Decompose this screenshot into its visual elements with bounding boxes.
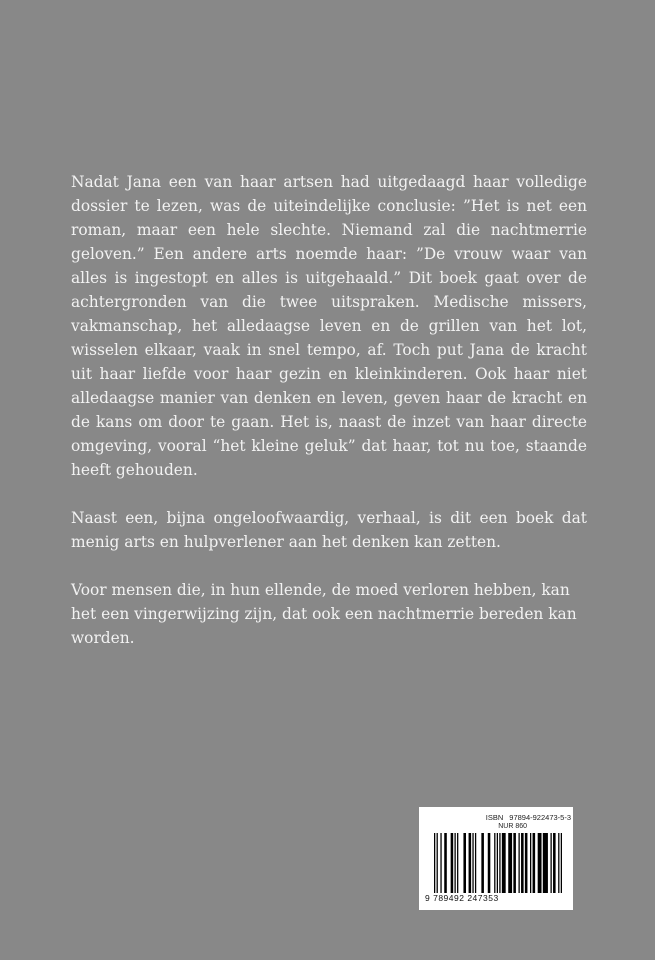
barcode-bar	[499, 833, 500, 893]
barcode-bar	[434, 833, 435, 893]
barcode-bar	[553, 833, 556, 893]
isbn-barcode-box	[419, 807, 573, 910]
barcode-bar	[454, 833, 455, 893]
blurb-paragraph-1: Nadat Jana een van haar artsen had uitgedaagd haar volledige dossier te lezen, was de uiteindelijke conclusie: ”Het is net een roman, maar een hele slechte. Niemand zal die nachtmerrie geloven.” Een andere arts noemde haar: ”De vrouw waar van alles is ingestopt en alles is uitgehaald.” Dit boek gaat over de achtergronden van die twee uitspraken. Medische missers, vakmanschap, het alledaagse leven en de grillen van het lot, wisselen elkaar, vaak in snel tempo, af. Toch put Jana de kracht uit haar liefde voor haar gezin en kleinkinderen. Ook haar niet alledaagse manier van denken en leven, geven haar de kracht en de kans om door te gaan. Het is, naast de inzet van haar directe omgeving, vooral “het kleine geluk” dat haar, tot nu toe, staande heeft gehouden.	[71, 173, 587, 479]
barcode-bar	[469, 833, 472, 893]
barcode-bar	[533, 833, 536, 893]
nur-code: NUR 860	[498, 823, 527, 830]
barcode-bar	[481, 833, 484, 893]
blurb-text	[71, 170, 587, 674]
blurb-paragraph-2: Naast een, bijna ongeloofwaardig, verhaal, is dit een boek dat menig arts en hulpverlener aan het denken kan zetten.	[71, 509, 587, 551]
barcode-bar	[543, 833, 548, 893]
barcode-bar	[472, 833, 473, 893]
barcode-bar	[502, 833, 506, 893]
isbn-line	[419, 813, 571, 822]
barcode-bar	[558, 833, 559, 893]
barcode-bar	[451, 833, 454, 893]
barcode-bar	[488, 833, 491, 893]
barcode-bar	[440, 833, 441, 893]
barcode-bar	[497, 833, 498, 893]
barcode-bar	[475, 833, 476, 893]
barcode-bar	[494, 833, 495, 893]
barcode-bar	[518, 833, 519, 893]
barcode-bar	[444, 833, 447, 893]
barcode-bars	[433, 833, 563, 893]
barcode-bar	[463, 833, 466, 893]
barcode-bar	[437, 833, 438, 893]
barcode-bar	[457, 833, 458, 893]
barcode-bar	[561, 833, 562, 893]
barcode-bar	[508, 833, 512, 893]
isbn-number: 97894-922473-5-3	[509, 813, 571, 822]
barcode-bar	[521, 833, 524, 893]
barcode-bar	[530, 833, 531, 893]
barcode-bar	[513, 833, 516, 893]
barcode-digits: 9 789492 247353	[425, 893, 499, 903]
barcode-bar	[525, 833, 528, 893]
barcode-bar	[550, 833, 551, 893]
blurb-paragraph-3: Voor mensen die, in hun ellende, de moed verloren hebben, kan het een vingerwijzing zijn, dat ook een nachtmerrie bereden kan worden.	[71, 581, 577, 647]
barcode-bar	[538, 833, 542, 893]
isbn-label: ISBN	[485, 813, 504, 822]
